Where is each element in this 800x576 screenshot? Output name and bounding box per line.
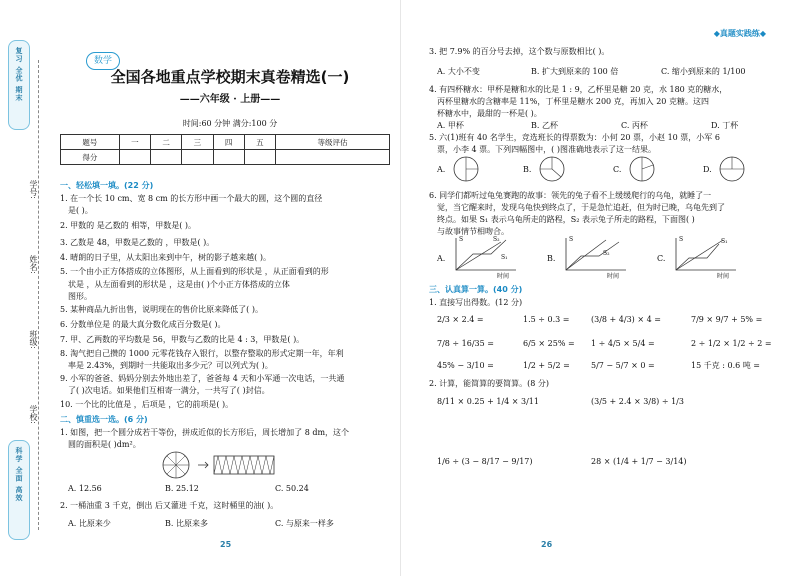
bottom-stripe xyxy=(8,440,30,540)
pie-chart-d xyxy=(717,154,747,184)
stripe-bottom-text: 科学 全面 高效 xyxy=(15,447,23,502)
score-header-row xyxy=(61,135,390,150)
calc-simplify-item: 1/6 ÷ (3 − 8/17 − 9/17) xyxy=(437,457,533,466)
score-header-cell: 题号 xyxy=(61,135,120,150)
score-cell[interactable] xyxy=(244,150,275,165)
side-label-class: 班级: xyxy=(29,330,38,349)
calc-item: 1 ÷ 4/5 × 5/4 = xyxy=(591,339,655,348)
score-cell[interactable] xyxy=(275,150,389,165)
binding-line xyxy=(38,60,39,530)
graph-b-s2: S₂ xyxy=(603,250,610,257)
calc-item: 5/7 − 5/7 × 0 = xyxy=(591,361,655,370)
calc-item: 6/5 × 25% = xyxy=(523,339,575,348)
side-label-school: 学校: xyxy=(29,405,38,424)
page-number-left: 25 xyxy=(220,540,232,549)
page-subtitle: ——六年级 · 上册—— xyxy=(179,94,281,105)
score-header-cell: 一 xyxy=(119,135,150,150)
calc-part-2-heading: 2. 计算，能简算的要简算。(8 分) xyxy=(429,379,550,388)
section-1-heading: 一、轻松填一填。(22 分) xyxy=(60,181,154,190)
calc-item: 1/2 + 5/2 = xyxy=(523,361,570,370)
calc-simplify-item: 28 × (1/4 + 1/7 − 3/14) xyxy=(591,457,687,466)
question-10: 9. 小军的爸爸、妈妈分别去外地出差了，爸爸每 4 天和小军通一次电话，一共通 xyxy=(60,374,345,383)
question-5: 5. 一个由小正方体搭成的立体图形，从上面看到的形状是 ，从正面看到的形 xyxy=(60,267,329,276)
pie-option-a-label[interactable]: A. xyxy=(437,165,446,174)
subject-badge: 数学 xyxy=(86,52,120,70)
graph-option-b-label[interactable]: B. xyxy=(547,254,556,263)
graph-a-axis-s: S xyxy=(459,236,464,243)
score-header-cell: 四 xyxy=(213,135,244,150)
score-cell[interactable] xyxy=(151,150,182,165)
graph-c-axis-time: 时间 xyxy=(717,273,730,280)
choice-1-option-c[interactable]: C. 50.24 xyxy=(275,484,309,493)
question-5-cont: 状是 ，从左面看到的形状是 ，这是由( )个小正方体搭成的立体 xyxy=(68,280,290,289)
question-4: 4. 晴朗的日子里，从太阳出来到中午，树的影子越来越( )。 xyxy=(60,253,271,262)
choice-4-option-c[interactable]: C. 丙杯 xyxy=(621,121,648,130)
question-1-cont: 是( )。 xyxy=(68,206,93,215)
question-5-cont2: 图形。 xyxy=(68,292,92,301)
page-title: 全国各地重点学校期末真卷精选(一) xyxy=(110,68,350,86)
pie-option-c-label[interactable]: C. xyxy=(613,165,622,174)
choice-question-6-cont3: 与故事情节相吻合。 xyxy=(437,227,509,236)
choice-3-option-c[interactable]: C. 缩小到原来的 1/100 xyxy=(661,67,746,76)
side-label-name: 姓名: xyxy=(29,255,38,274)
calc-item: (3/8 + 4/3) × 4 = xyxy=(591,315,661,324)
page-number-right: 26 xyxy=(541,540,553,549)
choice-2-option-b[interactable]: B. 比原来多 xyxy=(165,519,208,528)
score-header-cell: 等级评估 xyxy=(275,135,389,150)
question-7: 6. 分数单位是 的最大真分数化成百分数是( )。 xyxy=(60,320,226,329)
choice-question-6: 6. 同学们都听过龟兔赛跑的故事：领先的兔子看不上缓缓爬行的乌龟，就睡了一 xyxy=(429,191,712,200)
choice-1-option-a[interactable]: A. 12.56 xyxy=(68,484,102,493)
graph-c-s1: S₁ xyxy=(721,238,728,245)
calc-part-1-heading: 1. 直接写出得数。(12 分) xyxy=(429,298,523,307)
score-header-cell: 三 xyxy=(182,135,213,150)
section-2-heading: 二、慎重选一选。(6 分) xyxy=(60,415,148,424)
calc-item: 1.5 ÷ 0.3 = xyxy=(523,315,570,324)
question-9-cont: 率是 2.43%，到期时一共能取出多少元？可以列式为( )。 xyxy=(68,361,273,370)
choice-question-5: 5. 六(1)班有 40 名学生，竞选班长的得票数为：小何 20 票，小赵 10 票，小军 6 xyxy=(429,133,720,142)
score-cell[interactable] xyxy=(213,150,244,165)
question-9: 8. 淘气把自己攒的 1000 元零花钱存入银行，以整存整取的形式定期一年，年利 xyxy=(60,349,344,358)
graph-option-a-label[interactable]: A. xyxy=(437,254,446,263)
graph-a-axis-time: 时间 xyxy=(497,273,510,280)
question-1: 1. 在一个长 10 cm、宽 8 cm 的长方形中画一个最大的圆，这个圆的直径 xyxy=(60,194,323,203)
question-8: 7. 甲、乙两数的平均数是 56，甲数与乙数的比是 4 : 3，甲数是( )。 xyxy=(60,335,305,344)
choice-question-6-cont2: 终点。如果 S₁ 表示乌龟所走的路程，S₂ 表示兔子所走的路程，下面图( ) xyxy=(437,215,695,224)
graph-option-c-label[interactable]: C. xyxy=(657,254,666,263)
question-3: 3. 乙数是 48，甲数是乙数的 ，甲数是( )。 xyxy=(60,238,215,247)
calc-simplify-item: 8/11 × 0.25 + 1/4 × 3/11 xyxy=(437,397,539,406)
choice-question-2: 2. 一桶油重 3 千克，倒出 后又灌进 千克，这时桶里的油( )。 xyxy=(60,501,279,510)
score-header-cell: 五 xyxy=(244,135,275,150)
top-stripe xyxy=(8,40,30,130)
section-3-heading: 三、认真算一算。(40 分) xyxy=(429,285,523,294)
graph-b-axis-time: 时间 xyxy=(607,273,620,280)
score-header-cell: 二 xyxy=(151,135,182,150)
calc-item: 15 千克 : 0.6 吨 = xyxy=(691,361,761,370)
score-table xyxy=(60,134,390,165)
choice-3-option-b[interactable]: B. 扩大到原来的 100 倍 xyxy=(531,67,619,76)
choice-question-3: 3. 把 7.9% 的百分号去掉，这个数与原数相比( )。 xyxy=(429,47,610,56)
corner-tag: ◆真题实践练◆ xyxy=(713,29,766,38)
calc-item: 7/8 ÷ 16/35 = xyxy=(437,339,494,348)
calc-item: 2/3 × 2.4 = xyxy=(437,315,484,324)
choice-question-1: 1. 如图，把一个圆分成若干等份，拼成近似的长方形后，周长增加了 8 dm，这个 xyxy=(60,428,350,437)
pie-chart-b xyxy=(537,154,567,184)
choice-question-4: 4. 有四杯糖水：甲杯是糖和水的比是 1 : 9，乙杯里是糖 20 克，水 180 克的糖水， xyxy=(429,85,728,94)
question-2: 2. 甲数的 是乙数的 相等，甲数是( )。 xyxy=(60,221,197,230)
time-score-line: 时间:60 分钟 满分:100 分 xyxy=(182,119,278,128)
choice-question-4-cont2: 杯糖水中，最甜的一杯是( )。 xyxy=(437,109,542,118)
choice-2-option-c[interactable]: C. 与原来一样多 xyxy=(275,519,334,528)
graph-a-s2: S₂ xyxy=(493,236,500,243)
calc-item: 2 ÷ 1/2 × 1/2 ÷ 2 = xyxy=(691,339,772,348)
choice-4-option-a[interactable]: A. 甲杯 xyxy=(437,121,464,130)
question-6: 5. 某种商品九折出售，说明现在的售价比原来降低了( )。 xyxy=(60,305,263,314)
calc-item: 45% − 3/10 = xyxy=(437,361,494,370)
calc-simplify-item: (3/5 + 2.4 × 3/8) ÷ 1/3 xyxy=(591,397,684,406)
choice-3-option-a[interactable]: A. 大小不变 xyxy=(437,67,480,76)
pie-chart-c xyxy=(627,154,657,184)
choice-question-1-cont: 圆的面积是( )dm²。 xyxy=(68,440,141,449)
stripe-top-text: 复习 全优 期末 xyxy=(15,47,23,102)
calc-item: 7/9 × 9/7 + 5% = xyxy=(691,315,763,324)
choice-1-option-b[interactable]: B. 25.12 xyxy=(165,484,199,493)
choice-question-4-cont: 丙杯里糖水的含糖率是 11%，丁杯里是糖水 200 克，再加入 20 克糖。这四 xyxy=(437,97,709,106)
score-cell[interactable] xyxy=(182,150,213,165)
pie-option-d-label[interactable]: D. xyxy=(703,165,712,174)
graph-b-axis-s: S xyxy=(569,236,574,243)
question-11: 10. 一个比的比值是 ，后项是 ，它的前项是( )。 xyxy=(60,400,234,409)
choice-4-option-b[interactable]: B. 乙杯 xyxy=(531,121,558,130)
choice-4-option-d[interactable]: D. 丁杯 xyxy=(711,121,739,130)
pie-chart-a xyxy=(451,154,481,184)
circle-to-rectangle-figure xyxy=(160,450,280,480)
graph-a-s1: S₁ xyxy=(501,254,508,261)
pie-option-b-label[interactable]: B. xyxy=(523,165,532,174)
score-entry-row xyxy=(61,150,390,165)
right-page xyxy=(400,0,800,576)
score-cell[interactable] xyxy=(119,150,150,165)
graph-c-axis-s: S xyxy=(679,236,684,243)
score-row-label: 得分 xyxy=(61,150,120,165)
choice-2-option-a[interactable]: A. 比原来少 xyxy=(68,519,111,528)
choice-question-6-cont: 觉，当它醒来时，发现乌龟快到终点了，于是急忙追赶，但为时已晚，乌龟先到了 xyxy=(437,203,725,212)
choice-question-5-cont: 票，小李 4 票。下列四幅图中，( )图准确地表示了这一结果。 xyxy=(437,145,656,154)
question-10-cont: 了( )次电话。如果他们互相寄一满分，一共写了( )封信。 xyxy=(68,386,270,395)
side-label-id: 学号: xyxy=(29,180,38,199)
